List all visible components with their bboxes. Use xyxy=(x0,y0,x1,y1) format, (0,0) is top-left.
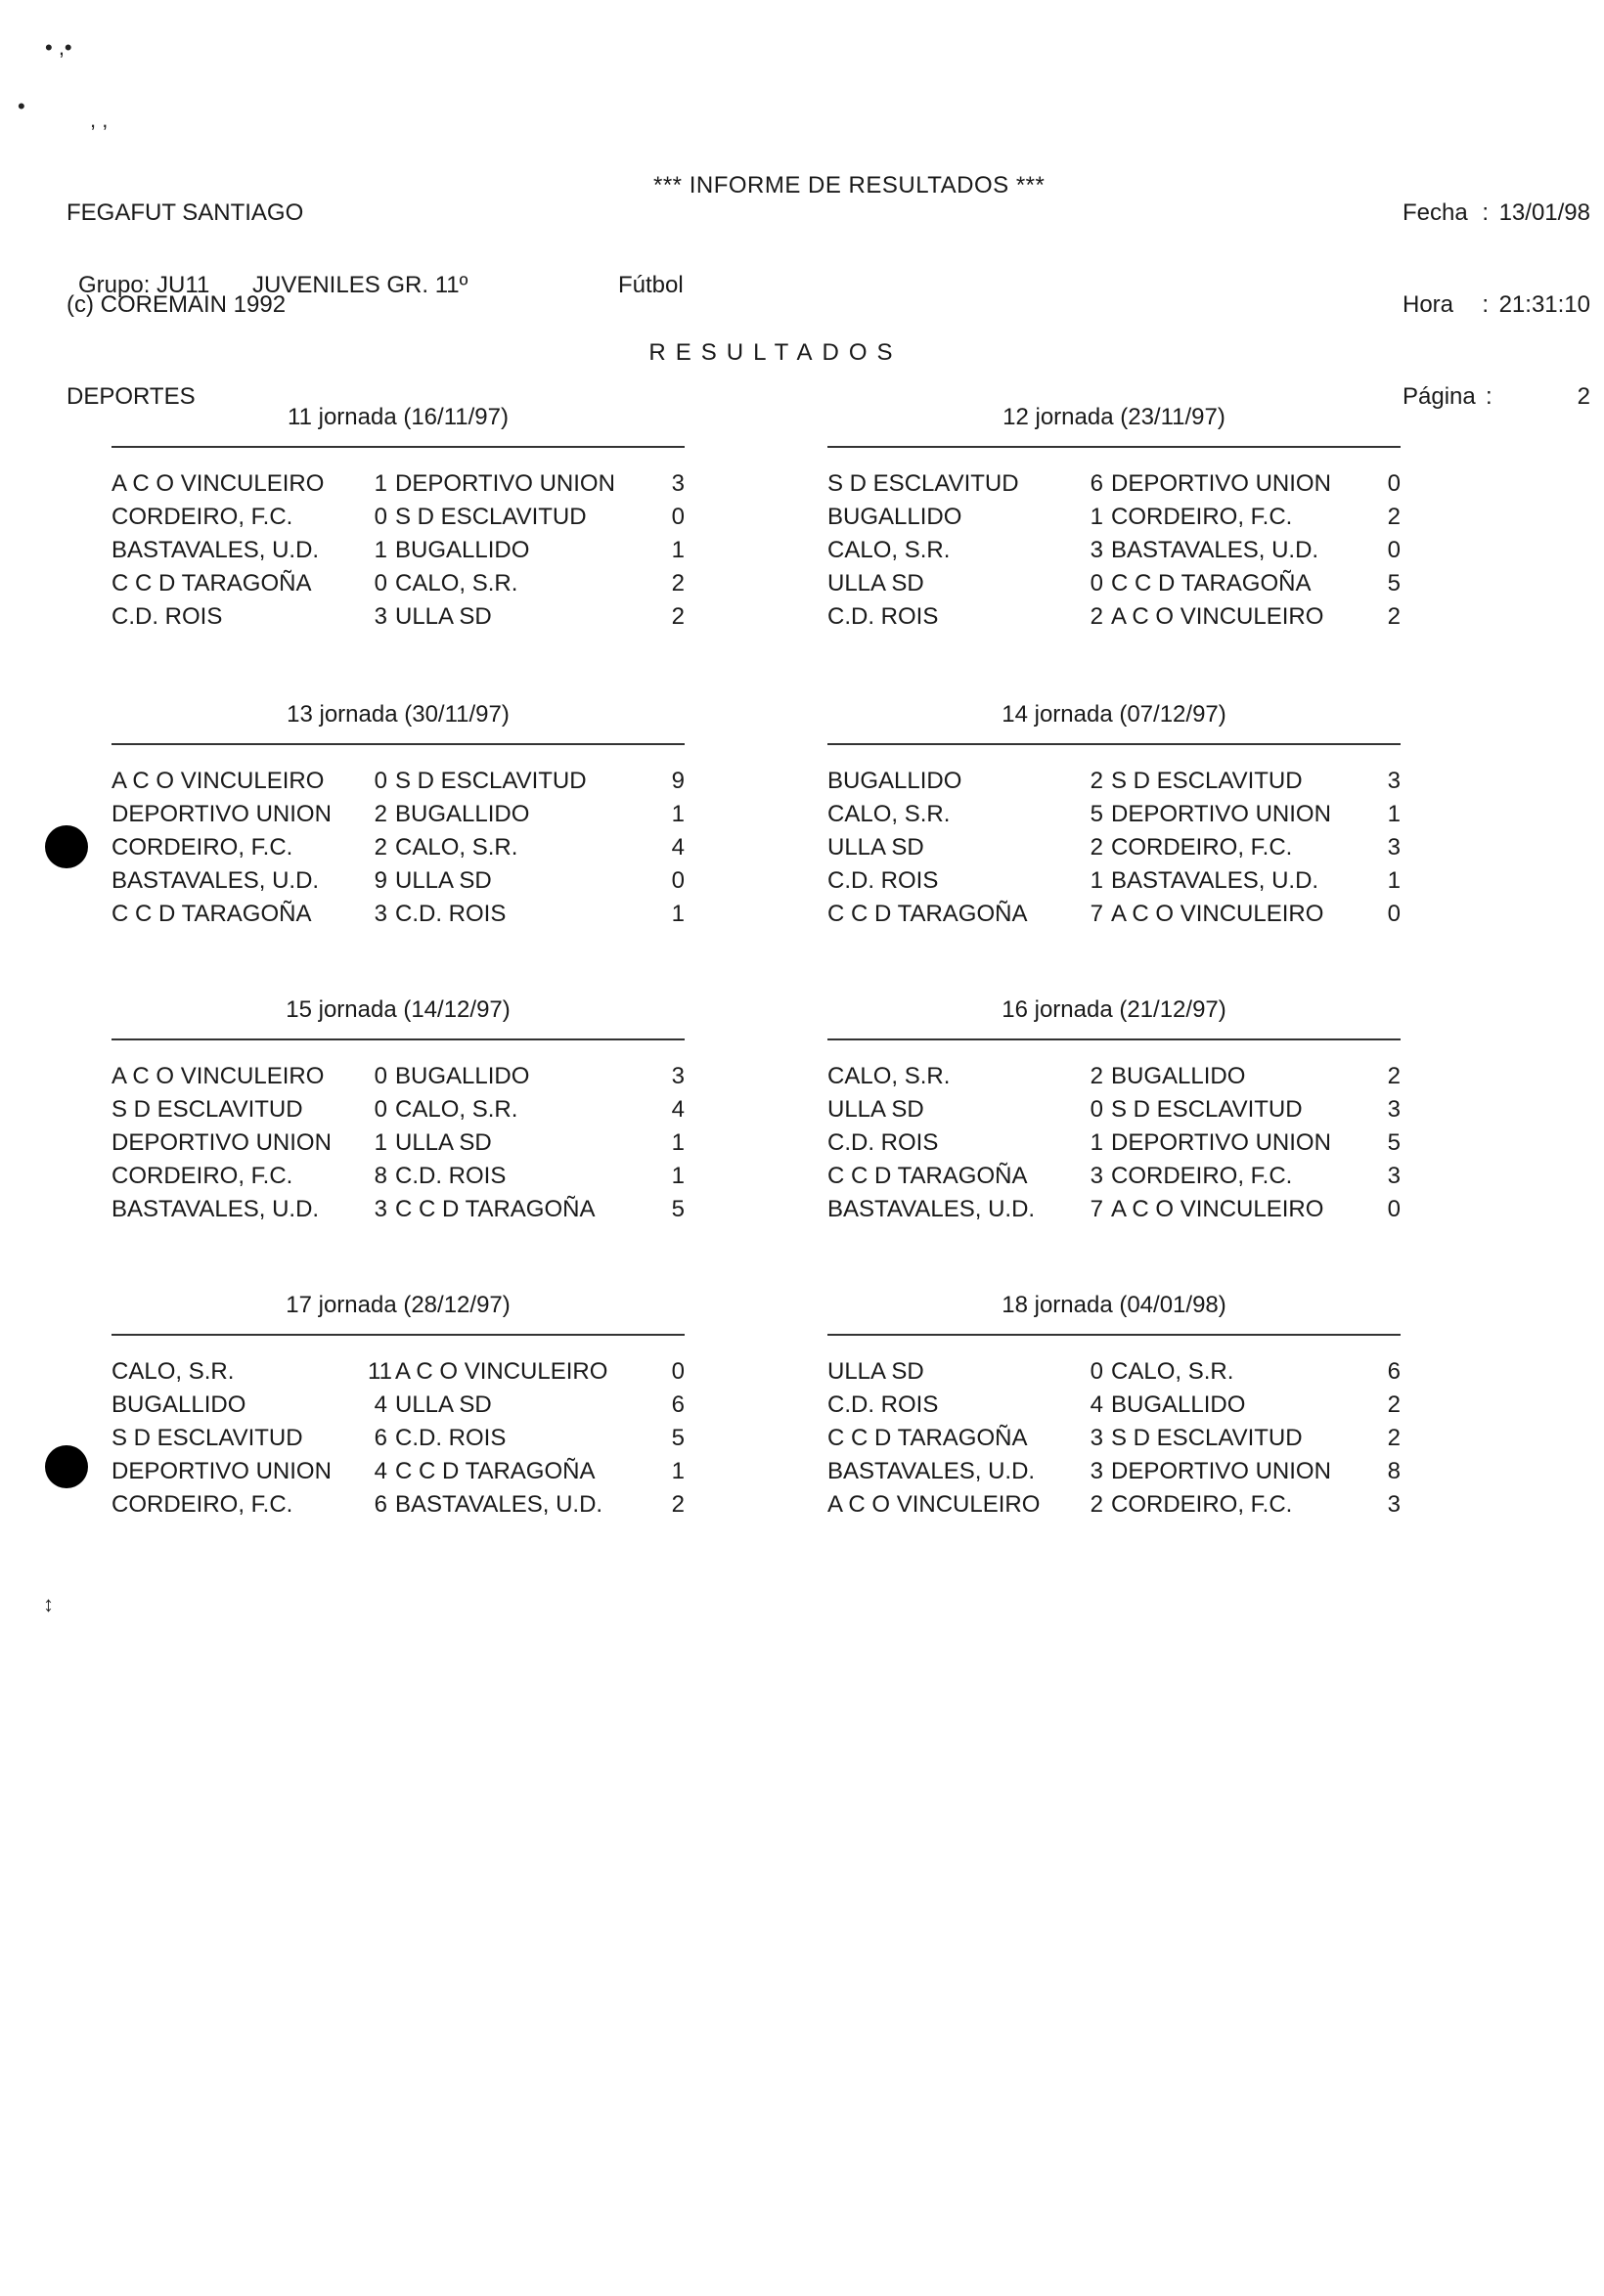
home-team: BUGALLIDO xyxy=(111,1391,246,1418)
away-score: 1 xyxy=(671,901,685,927)
away-score: 9 xyxy=(671,768,685,794)
home-score: 3 xyxy=(1090,1163,1103,1189)
report-header-right xyxy=(1403,138,1590,443)
scan-speck: , , xyxy=(90,108,109,132)
away-team: CORDEIRO, F.C. xyxy=(1111,504,1293,530)
away-team: C C D TARAGOÑA xyxy=(395,1196,596,1222)
away-team: C.D. ROIS xyxy=(395,1163,507,1189)
home-team: C.D. ROIS xyxy=(111,603,223,630)
away-team: BASTAVALES, U.D. xyxy=(395,1491,603,1518)
home-team: BUGALLIDO xyxy=(827,768,962,794)
away-score: 5 xyxy=(671,1196,685,1222)
home-score: 1 xyxy=(1090,504,1103,530)
round-block xyxy=(827,993,1401,1226)
home-score: 2 xyxy=(1090,1491,1103,1518)
away-score: 8 xyxy=(1387,1458,1401,1484)
round-title: 14 jornada (07/12/97) xyxy=(1002,701,1226,728)
home-score: 0 xyxy=(374,1096,387,1123)
match-row xyxy=(827,831,1401,864)
away-team: A C O VINCULEIRO xyxy=(395,1358,608,1385)
home-score: 6 xyxy=(1090,470,1103,497)
away-score: 1 xyxy=(671,1163,685,1189)
pagina-label: Página xyxy=(1403,383,1476,410)
home-score: 1 xyxy=(374,470,387,497)
hora-row xyxy=(1403,288,1590,322)
home-score: 5 xyxy=(1090,801,1103,827)
round-block xyxy=(827,1289,1401,1522)
away-score: 0 xyxy=(671,867,685,894)
match-row xyxy=(827,1093,1401,1126)
home-score: 6 xyxy=(374,1491,387,1518)
round-title: 15 jornada (14/12/97) xyxy=(286,996,511,1023)
away-score: 6 xyxy=(1387,1358,1401,1385)
match-row xyxy=(827,1355,1401,1389)
round-title: 16 jornada (21/12/97) xyxy=(1002,996,1226,1023)
away-score: 0 xyxy=(1387,470,1401,497)
match-row xyxy=(111,1422,685,1455)
match-row xyxy=(111,1093,685,1126)
home-team: CALO, S.R. xyxy=(827,1063,951,1089)
away-score: 3 xyxy=(671,1063,685,1089)
match-row xyxy=(111,501,685,534)
away-team: CORDEIRO, F.C. xyxy=(1111,834,1293,861)
group-category: JUVENILES GR. 11º xyxy=(252,272,468,298)
home-team: BASTAVALES, U.D. xyxy=(111,1196,320,1222)
round-block xyxy=(111,993,685,1226)
away-team: ULLA SD xyxy=(395,1391,492,1418)
away-team: BASTAVALES, U.D. xyxy=(1111,537,1319,563)
home-score: 11 xyxy=(368,1358,392,1385)
round-divider xyxy=(827,446,1401,448)
round-block xyxy=(827,401,1401,634)
away-team: CORDEIRO, F.C. xyxy=(1111,1491,1293,1518)
away-score: 3 xyxy=(1387,1163,1401,1189)
away-score: 5 xyxy=(671,1425,685,1451)
home-score: 4 xyxy=(374,1391,387,1418)
home-score: 1 xyxy=(374,537,387,563)
match-row xyxy=(111,1389,685,1422)
home-score: 3 xyxy=(374,1196,387,1222)
away-team: S D ESCLAVITUD xyxy=(395,768,587,794)
home-score: 0 xyxy=(374,1063,387,1089)
match-row xyxy=(827,600,1401,634)
away-score: 3 xyxy=(1387,1096,1401,1123)
away-score: 5 xyxy=(1387,570,1401,596)
home-team: C C D TARAGOÑA xyxy=(827,1163,1028,1189)
away-team: BUGALLIDO xyxy=(395,1063,530,1089)
home-team: C.D. ROIS xyxy=(827,867,939,894)
home-score: 1 xyxy=(374,1129,387,1156)
match-row xyxy=(827,1455,1401,1488)
hora-label: Hora xyxy=(1403,291,1454,318)
away-team: C C D TARAGOÑA xyxy=(1111,570,1312,596)
match-row xyxy=(827,898,1401,931)
home-score: 2 xyxy=(1090,1063,1103,1089)
match-row xyxy=(111,534,685,567)
home-team: C C D TARAGOÑA xyxy=(827,901,1028,927)
away-score: 2 xyxy=(671,570,685,596)
match-row xyxy=(827,765,1401,798)
away-team: DEPORTIVO UNION xyxy=(1111,470,1331,497)
pagina-value: 2 xyxy=(1577,383,1590,410)
home-score: 3 xyxy=(1090,537,1103,563)
away-team: ULLA SD xyxy=(395,867,492,894)
match-row xyxy=(111,1355,685,1389)
home-team: C.D. ROIS xyxy=(827,603,939,630)
away-team: A C O VINCULEIRO xyxy=(1111,603,1324,630)
home-score: 8 xyxy=(374,1163,387,1189)
home-team: A C O VINCULEIRO xyxy=(111,768,325,794)
home-team: BASTAVALES, U.D. xyxy=(111,867,320,894)
home-team: BUGALLIDO xyxy=(827,504,962,530)
away-score: 1 xyxy=(1387,801,1401,827)
home-score: 3 xyxy=(1090,1425,1103,1451)
home-team: A C O VINCULEIRO xyxy=(111,1063,325,1089)
home-score: 4 xyxy=(374,1458,387,1484)
away-team: DEPORTIVO UNION xyxy=(1111,1129,1331,1156)
home-team: CORDEIRO, F.C. xyxy=(111,1491,293,1518)
away-score: 2 xyxy=(1387,603,1401,630)
home-score: 3 xyxy=(374,603,387,630)
home-team: ULLA SD xyxy=(827,834,924,861)
home-score: 2 xyxy=(1090,834,1103,861)
home-team: DEPORTIVO UNION xyxy=(111,1129,332,1156)
home-score: 7 xyxy=(1090,901,1103,927)
home-team: ULLA SD xyxy=(827,570,924,596)
round-title: 18 jornada (04/01/98) xyxy=(1002,1292,1226,1318)
match-row xyxy=(827,1422,1401,1455)
away-team: CALO, S.R. xyxy=(1111,1358,1234,1385)
home-team: C C D TARAGOÑA xyxy=(111,901,312,927)
match-row xyxy=(827,1389,1401,1422)
copyright-line: (c) COREMAIN 1992 xyxy=(67,291,287,318)
away-team: S D ESCLAVITUD xyxy=(395,504,587,530)
home-team: BASTAVALES, U.D. xyxy=(827,1458,1036,1484)
match-row xyxy=(111,898,685,931)
away-score: 0 xyxy=(671,1358,685,1385)
fecha-label: Fecha xyxy=(1403,199,1468,226)
home-score: 2 xyxy=(1090,768,1103,794)
results-title: RESULTADOS xyxy=(648,339,903,366)
home-team: ULLA SD xyxy=(827,1358,924,1385)
separator: : xyxy=(1482,291,1490,318)
home-score: 2 xyxy=(374,801,387,827)
match-row xyxy=(827,567,1401,600)
away-score: 3 xyxy=(1387,768,1401,794)
home-team: S D ESCLAVITUD xyxy=(111,1425,303,1451)
away-team: S D ESCLAVITUD xyxy=(1111,1425,1303,1451)
away-team: C.D. ROIS xyxy=(395,901,507,927)
round-divider xyxy=(111,1038,685,1040)
home-team: C C D TARAGOÑA xyxy=(827,1425,1028,1451)
home-score: 3 xyxy=(1090,1458,1103,1484)
round-divider xyxy=(111,446,685,448)
report-title: *** INFORME DE RESULTADOS *** xyxy=(653,172,1046,199)
away-score: 1 xyxy=(1387,867,1401,894)
away-team: A C O VINCULEIRO xyxy=(1111,1196,1324,1222)
away-score: 2 xyxy=(671,603,685,630)
home-score: 2 xyxy=(374,834,387,861)
round-title: 11 jornada (16/11/97) xyxy=(288,404,509,430)
away-team: C.D. ROIS xyxy=(395,1425,507,1451)
separator: : xyxy=(1482,199,1490,226)
match-row xyxy=(111,864,685,898)
punch-hole xyxy=(45,1445,88,1488)
home-score: 2 xyxy=(1090,603,1103,630)
away-team: A C O VINCULEIRO xyxy=(1111,901,1324,927)
round-title: 17 jornada (28/12/97) xyxy=(286,1292,511,1318)
home-team: DEPORTIVO UNION xyxy=(111,801,332,827)
home-team: CORDEIRO, F.C. xyxy=(111,1163,293,1189)
round-divider xyxy=(827,743,1401,745)
match-row xyxy=(827,864,1401,898)
away-team: BUGALLIDO xyxy=(395,537,530,563)
home-team: CORDEIRO, F.C. xyxy=(111,834,293,861)
home-team: C C D TARAGOÑA xyxy=(111,570,312,596)
away-score: 0 xyxy=(1387,901,1401,927)
match-row xyxy=(827,1193,1401,1226)
home-team: A C O VINCULEIRO xyxy=(111,470,325,497)
away-team: BUGALLIDO xyxy=(395,801,530,827)
away-team: ULLA SD xyxy=(395,603,492,630)
away-team: CORDEIRO, F.C. xyxy=(1111,1163,1293,1189)
away-team: BUGALLIDO xyxy=(1111,1391,1246,1418)
round-block xyxy=(111,698,685,931)
home-score: 1 xyxy=(1090,1129,1103,1156)
match-row xyxy=(827,467,1401,501)
away-score: 2 xyxy=(1387,1391,1401,1418)
away-team: BUGALLIDO xyxy=(1111,1063,1246,1089)
home-score: 0 xyxy=(374,570,387,596)
match-row xyxy=(111,1160,685,1193)
round-divider xyxy=(827,1334,1401,1336)
home-team: CALO, S.R. xyxy=(827,801,951,827)
scan-speck: • xyxy=(18,94,25,118)
home-team: S D ESCLAVITUD xyxy=(111,1096,303,1123)
match-row xyxy=(111,1060,685,1093)
away-score: 1 xyxy=(671,801,685,827)
match-row xyxy=(111,1488,685,1522)
match-row xyxy=(827,1126,1401,1160)
away-team: S D ESCLAVITUD xyxy=(1111,1096,1303,1123)
match-row xyxy=(111,1193,685,1226)
home-team: CALO, S.R. xyxy=(111,1358,235,1385)
match-row xyxy=(111,567,685,600)
home-team: ULLA SD xyxy=(827,1096,924,1123)
away-score: 2 xyxy=(1387,1063,1401,1089)
away-team: DEPORTIVO UNION xyxy=(1111,801,1331,827)
away-team: S D ESCLAVITUD xyxy=(1111,768,1303,794)
match-row xyxy=(111,1455,685,1488)
hora-value: 21:31:10 xyxy=(1498,291,1590,318)
scan-speck: ↕ xyxy=(43,1592,54,1616)
home-score: 0 xyxy=(1090,570,1103,596)
match-row xyxy=(111,467,685,501)
away-score: 3 xyxy=(1387,834,1401,861)
away-score: 2 xyxy=(1387,1425,1401,1451)
away-team: CALO, S.R. xyxy=(395,570,518,596)
away-score: 3 xyxy=(671,470,685,497)
group-sport: Fútbol xyxy=(618,272,684,298)
away-score: 0 xyxy=(1387,537,1401,563)
match-row xyxy=(111,600,685,634)
home-team: CORDEIRO, F.C. xyxy=(111,504,293,530)
fecha-row xyxy=(1403,197,1590,230)
home-team: DEPORTIVO UNION xyxy=(111,1458,332,1484)
away-team: ULLA SD xyxy=(395,1129,492,1156)
away-score: 1 xyxy=(671,537,685,563)
home-team: S D ESCLAVITUD xyxy=(827,470,1019,497)
away-team: BASTAVALES, U.D. xyxy=(1111,867,1319,894)
round-block xyxy=(111,401,685,634)
home-score: 3 xyxy=(374,901,387,927)
away-score: 4 xyxy=(671,834,685,861)
away-score: 3 xyxy=(1387,1491,1401,1518)
home-score: 0 xyxy=(374,768,387,794)
scan-speck: • ,• xyxy=(45,35,72,60)
away-team: CALO, S.R. xyxy=(395,1096,518,1123)
match-row xyxy=(111,1126,685,1160)
home-score: 7 xyxy=(1090,1196,1103,1222)
away-score: 1 xyxy=(671,1458,685,1484)
match-row xyxy=(111,798,685,831)
away-team: C C D TARAGOÑA xyxy=(395,1458,596,1484)
away-score: 2 xyxy=(671,1491,685,1518)
home-score: 4 xyxy=(1090,1391,1103,1418)
home-score: 0 xyxy=(1090,1096,1103,1123)
home-team: C.D. ROIS xyxy=(827,1391,939,1418)
home-team: BASTAVALES, U.D. xyxy=(827,1196,1036,1222)
fecha-value: 13/01/98 xyxy=(1498,199,1590,226)
match-row xyxy=(827,501,1401,534)
match-row xyxy=(111,765,685,798)
away-score: 2 xyxy=(1387,504,1401,530)
round-divider xyxy=(111,743,685,745)
org-name: FEGAFUT SANTIAGO xyxy=(67,199,304,226)
match-row xyxy=(827,798,1401,831)
home-score: 6 xyxy=(374,1425,387,1451)
home-team: CALO, S.R. xyxy=(827,537,951,563)
away-score: 6 xyxy=(671,1391,685,1418)
home-team: A C O VINCULEIRO xyxy=(827,1491,1041,1518)
separator: : xyxy=(1486,383,1493,410)
round-divider xyxy=(827,1038,1401,1040)
section-name: DEPORTES xyxy=(67,383,196,410)
group-label: Grupo: JU11 xyxy=(78,272,210,298)
round-title: 12 jornada (23/11/97) xyxy=(1002,404,1225,430)
round-divider xyxy=(111,1334,685,1336)
match-row xyxy=(111,831,685,864)
home-team: C.D. ROIS xyxy=(827,1129,939,1156)
pagina-row xyxy=(1403,380,1590,414)
away-score: 4 xyxy=(671,1096,685,1123)
match-row xyxy=(827,1488,1401,1522)
away-score: 5 xyxy=(1387,1129,1401,1156)
away-score: 1 xyxy=(671,1129,685,1156)
home-team: BASTAVALES, U.D. xyxy=(111,537,320,563)
away-team: DEPORTIVO UNION xyxy=(395,470,615,497)
away-score: 0 xyxy=(1387,1196,1401,1222)
away-team: CALO, S.R. xyxy=(395,834,518,861)
away-score: 0 xyxy=(671,504,685,530)
home-score: 0 xyxy=(374,504,387,530)
away-team: DEPORTIVO UNION xyxy=(1111,1458,1331,1484)
match-row xyxy=(827,534,1401,567)
home-score: 9 xyxy=(374,867,387,894)
round-block xyxy=(827,698,1401,931)
home-score: 1 xyxy=(1090,867,1103,894)
match-row xyxy=(827,1060,1401,1093)
home-score: 0 xyxy=(1090,1358,1103,1385)
punch-hole xyxy=(45,825,88,868)
match-row xyxy=(827,1160,1401,1193)
round-block xyxy=(111,1289,685,1522)
round-title: 13 jornada (30/11/97) xyxy=(287,701,510,728)
